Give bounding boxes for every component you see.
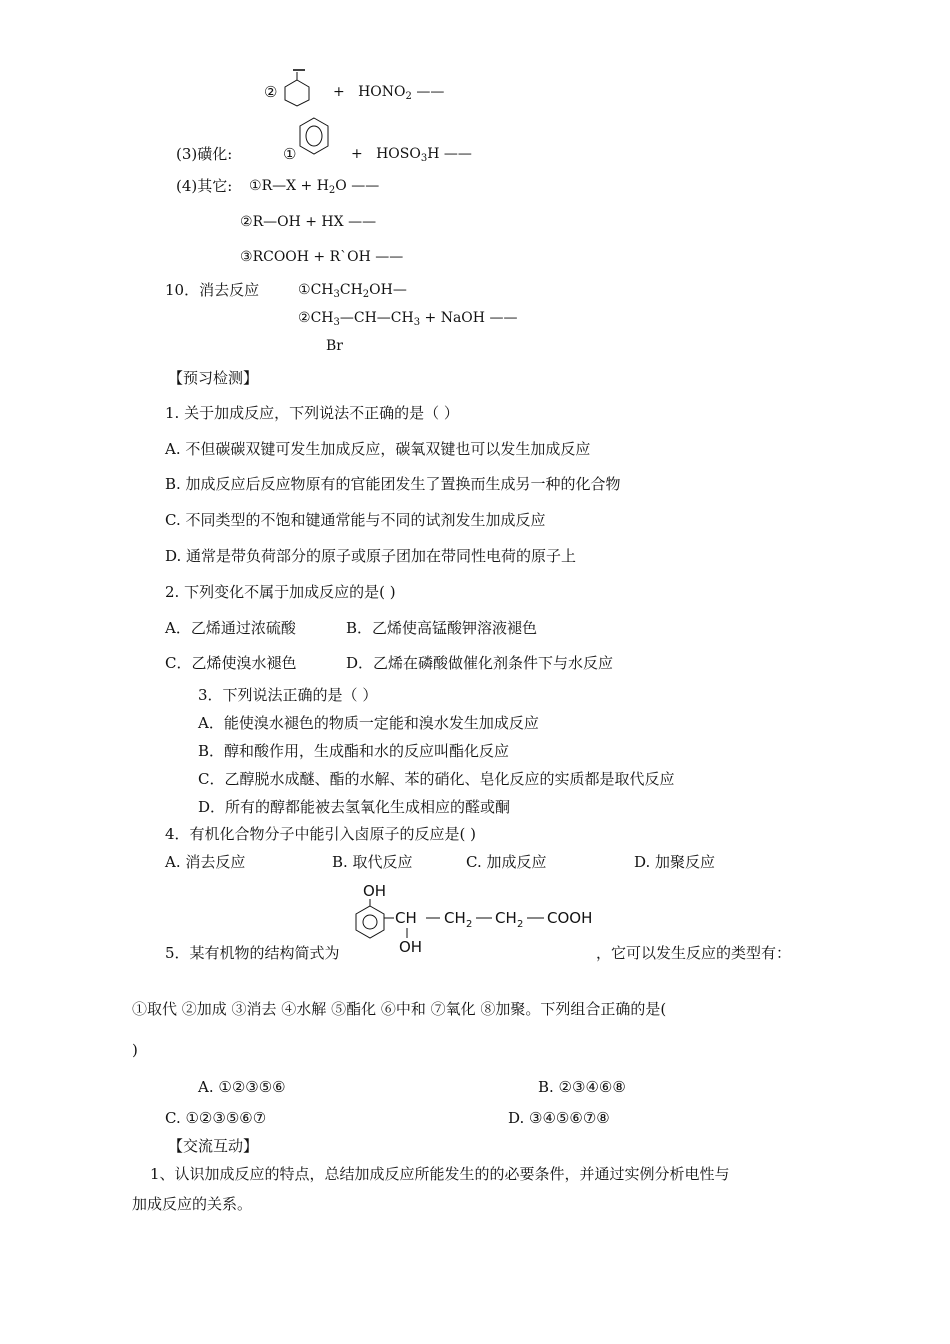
elimination-reaction-1: $①CH_3CH_2OH—$	[298, 282, 407, 300]
q3-option-d: D．所有的醇都能被去氢氧化生成相应的醛或酮	[198, 798, 511, 816]
q2-stem: 2. 下列变化不属于加成反应的是( )	[165, 583, 396, 601]
elimination-reaction-2: $②CH_3—CH—CH_3$ + NaOH ——	[298, 310, 518, 328]
elimination-label: 10．消去反应	[165, 281, 260, 299]
q1-option-a: A. 不但碳碳双键可发生加成反应，碳氧双键也可以发生加成反应	[165, 440, 591, 458]
q4-option-d: D. 加聚反应	[634, 853, 716, 871]
q3-option-a: A．能使溴水褪色的物质一定能和溴水发生加成反应	[198, 714, 539, 732]
benzene-ring-structure	[298, 116, 330, 160]
q4-option-a: A. 消去反应	[165, 853, 246, 871]
nitration-line-2	[264, 82, 277, 102]
q1-option-d: D. 通常是带负荷部分的原子或原子团加在带同性电荷的原子上	[165, 547, 577, 565]
sulfonation-num: ①	[283, 145, 297, 163]
sulfonation-reagent: + $HOSO_3H$ ——	[351, 146, 472, 164]
q2-option-b: B．乙烯使高锰酸钾溶液褪色	[346, 619, 538, 637]
structure-cooh: COOH	[547, 909, 593, 927]
exchange-heading: 【交流互动】	[168, 1137, 259, 1155]
q5-stem-b: ，它可以发生反应的类型有：	[596, 944, 792, 962]
q5-option-c: C. ①②③⑤⑥⑦	[165, 1109, 267, 1127]
structure-oh-top: OH	[363, 882, 387, 900]
exchange-paragraph-line2: 加成反应的关系。	[132, 1195, 253, 1213]
q4-stem: 4．有机化合物分子中能引入卤原子的反应是( )	[165, 825, 477, 843]
q3-stem: 3．下列说法正确的是（ ）	[198, 686, 378, 704]
nitration-reagent: + $HONO_2$ ——	[333, 84, 445, 102]
other-reaction-3: ③RCOOH + R`OH ——	[240, 249, 404, 265]
elimination-br: Br	[326, 338, 343, 354]
q2-option-c: C．乙烯使溴水褪色	[165, 654, 297, 672]
other-reactions-label: (4)其它:	[176, 177, 233, 195]
structure-sub-b: 2	[517, 919, 524, 930]
structure-ch2-a: CH	[444, 909, 466, 927]
exchange-paragraph-line1: 1、认识加成反应的特点，总结加成反应所能发生的的必要条件，并通过实例分析电性与	[150, 1165, 730, 1183]
q1-option-b: B. 加成反应后反应物原有的官能团发生了置换而生成另一种的化合物	[165, 475, 621, 493]
q2-option-a: A．乙烯通过浓硫酸	[165, 619, 296, 637]
other-reaction-2: ②R—OH + HX ——	[240, 214, 377, 230]
toluene-ring-structure	[281, 66, 321, 106]
q4-option-c: C. 加成反应	[466, 853, 547, 871]
circle-number: ②	[264, 83, 278, 101]
q1-option-c: C. 不同类型的不饱和键通常能与不同的试剂发生加成反应	[165, 511, 546, 529]
q5-option-d: D. ③④⑤⑥⑦⑧	[508, 1109, 610, 1127]
q3-option-b: B．醇和酸作用，生成酯和水的反应叫酯化反应	[198, 742, 510, 760]
other-reaction-1: ①R—X + $H_2O$ ——	[249, 178, 380, 196]
q3-option-c: C．乙醇脱水成醚、酯的水解、苯的硝化、皂化反应的实质都是取代反应	[198, 770, 675, 788]
structure-sub-a: 2	[466, 919, 473, 930]
q5-stem-a: 5．某有机物的结构简式为	[165, 944, 340, 962]
q5-structure-formula	[352, 878, 612, 958]
structure-ch2-b: CH	[495, 909, 517, 927]
q5-option-a: A. ①②③⑤⑥	[198, 1078, 286, 1096]
q5-option-b: B. ②③④⑥⑧	[538, 1078, 626, 1096]
q2-option-d: D．乙烯在磷酸做催化剂条件下与水反应	[346, 654, 614, 672]
structure-ch: CH	[395, 909, 417, 927]
structure-oh-bottom: OH	[399, 938, 423, 956]
q4-option-b: B. 取代反应	[332, 853, 413, 871]
q5-close-paren: )	[132, 1041, 138, 1059]
sulfonation-label: (3)磺化:	[176, 145, 233, 163]
preview-heading: 【预习检测】	[168, 369, 259, 387]
q5-reaction-types: ①取代 ②加成 ③消去 ④水解 ⑤酯化 ⑥中和 ⑦氧化 ⑧加聚。下列组合正确的是(	[132, 1000, 667, 1018]
q1-stem: 1. 关于加成反应，下列说法不正确的是（ ）	[165, 404, 459, 422]
